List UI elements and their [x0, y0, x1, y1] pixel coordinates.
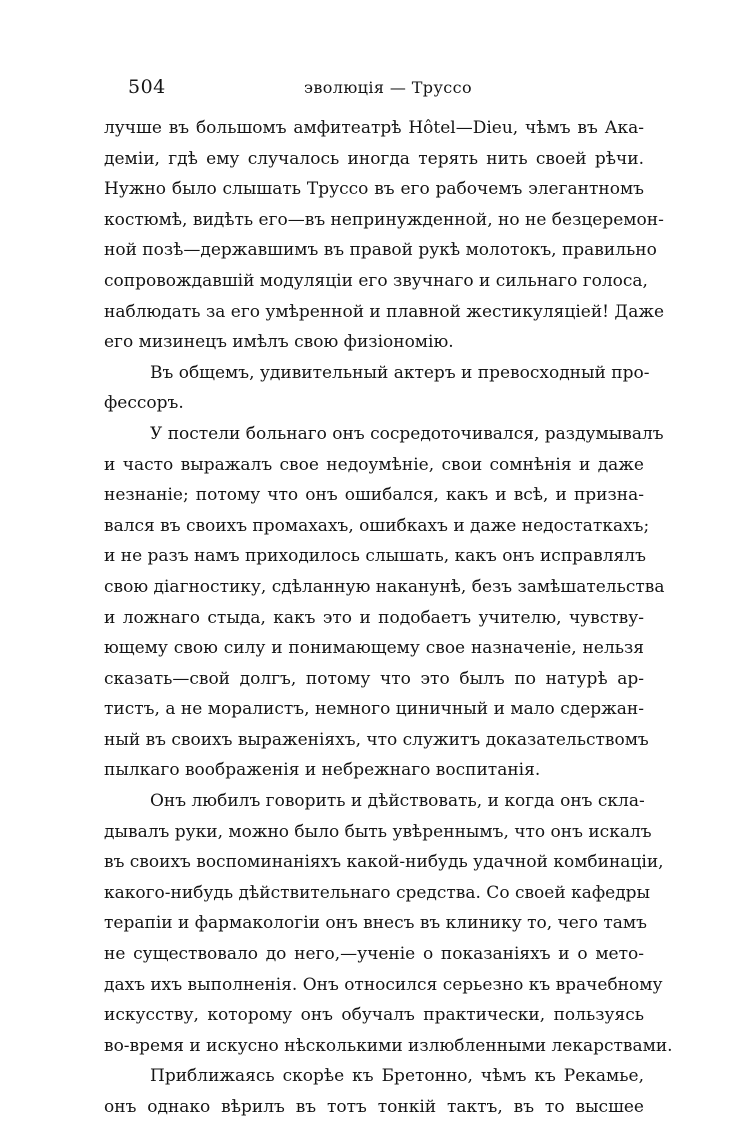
page-number: 504 [128, 76, 166, 98]
text-line: и ложнаго стыда, какъ это и подобаетъ учителю, чувству- [104, 607, 644, 628]
body-text [104, 113, 673, 1123]
paragraph [104, 358, 650, 419]
text-line: У постели больнаго онъ сосредоточивался, раздумывалъ [150, 423, 664, 444]
text-line: незнаніе; потому что онъ ошибался, какъ и всѣ, и призна- [104, 485, 644, 506]
text-line: и часто выражалъ свое недоумѣніе, свои сомнѣнія и даже [104, 454, 644, 475]
text-line: дывалъ руки, можно было быть увѣреннымъ, что онъ искалъ [104, 821, 652, 842]
text-line: наблюдать за его умѣренной и плавной жестикуляціей! Даже [104, 301, 665, 322]
page-header [128, 76, 648, 106]
text-line: Приближаясь скорѣе къ Бретонно, чѣмъ къ Рекамье, [150, 1066, 644, 1087]
paragraph [104, 1061, 644, 1122]
text-line: терапіи и фармакологіи онъ внесъ въ клинику то, чего тамъ [104, 913, 647, 934]
text-line: пылкаго воображенія и небрежнаго воспитанія. [104, 760, 541, 781]
paragraph [104, 113, 665, 358]
text-line: Онъ любилъ говорить и дѣйствовать, и когда онъ скла- [150, 791, 645, 812]
text-line: свою діагностику, сдѣланную наканунѣ, безъ замѣшательства [104, 576, 665, 597]
text-line: вался въ своихъ промахахъ, ошибкахъ и даже недостаткахъ; [104, 515, 650, 536]
text-line: его мизинецъ имѣлъ свою физіономію. [104, 332, 454, 353]
running-head: эволюція — Труссо [303, 78, 473, 97]
text-line: дахъ ихъ выполненія. Онъ относился серьезно къ врачебному [104, 974, 663, 995]
text-line: въ своихъ воспоминаніяхъ какой-нибудь удачной комбинаціи, [104, 852, 664, 873]
text-line: какого-нибудь дѣйствительнаго средства. Со своей кафедры [104, 882, 651, 903]
text-line: ной позѣ—державшимъ въ правой рукѣ молотокъ, правильно [104, 240, 657, 261]
text-line: ющему свою силу и понимающему свое назначеніе, нельзя [104, 638, 644, 659]
text-line: костюмѣ, видѣть его—въ непринужденной, но не безцеремон- [104, 209, 664, 230]
text-line: не существовало до него,—ученіе о показаніяхъ и о мето- [104, 944, 644, 965]
paragraph [104, 786, 673, 1061]
text-line: во-время и искусно нѣсколькими излюбленными лекарствами. [104, 1035, 673, 1056]
text-line: сказать—свой долгъ, потому что это былъ по натурѣ ар- [104, 668, 644, 689]
text-line: лучше въ большомъ амфитеатрѣ Hôtel—Dieu, чѣмъ въ Ака- [104, 118, 644, 138]
text-line: деміи, гдѣ ему случалось иногда терять нить своей рѣчи. [104, 148, 644, 169]
text-line: онъ однако вѣрилъ въ тотъ тонкій тактъ, въ то высшее [104, 1097, 644, 1117]
text-line: и не разъ намъ приходилось слышать, какъ онъ исправлялъ [104, 546, 646, 567]
text-line: Въ общемъ, удивительный актеръ и превосходный про- [150, 362, 650, 383]
text-line: Нужно было слышать Труссо въ его рабочемъ элегантномъ [104, 179, 644, 200]
paragraph [104, 419, 665, 786]
text-line: искусству, которому онъ обучалъ практически, пользуясь [104, 1005, 644, 1026]
text-line: ный въ своихъ выраженіяхъ, что служитъ доказательствомъ [104, 729, 649, 750]
text-line: фессоръ. [104, 393, 184, 414]
text-line: тистъ, а не моралистъ, немного циничный и мало сдержан- [104, 699, 644, 720]
text-line: сопровождавшій модуляціи его звучнаго и сильнаго голоса, [104, 270, 648, 291]
